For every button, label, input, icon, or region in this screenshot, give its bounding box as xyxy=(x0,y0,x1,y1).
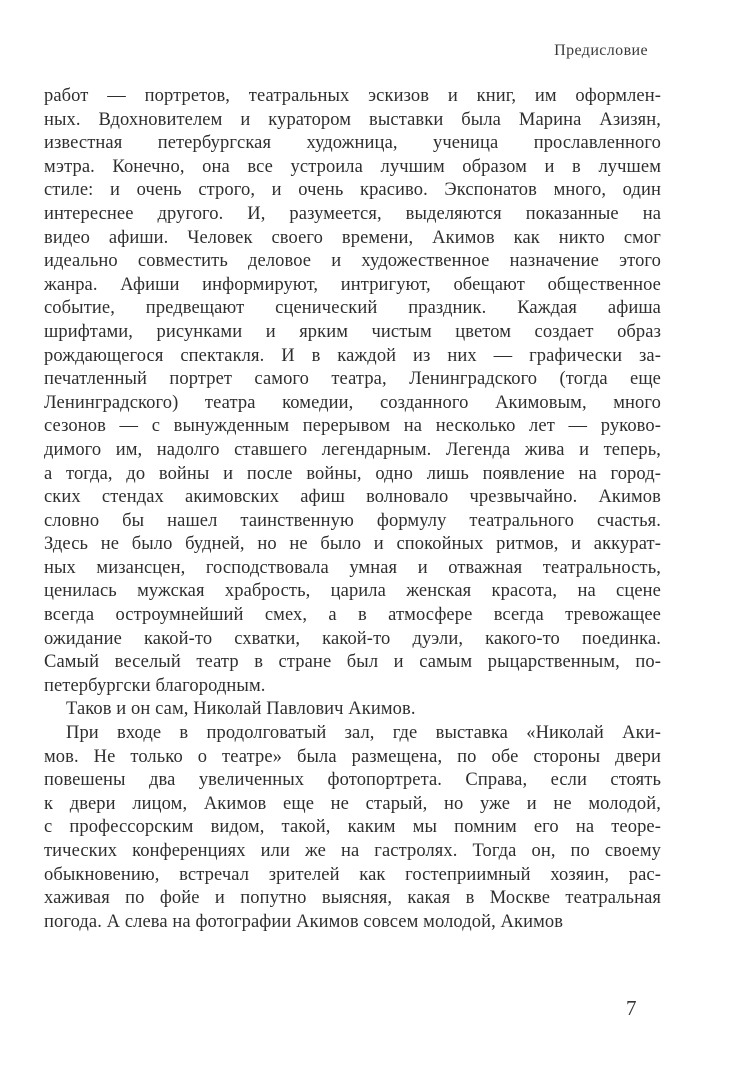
running-header: Предисловие xyxy=(554,42,648,59)
text-line: При входе в продолговатый зал, где выставка «Николай Аки- xyxy=(66,723,661,744)
text-line: Ленинградского) театра комедии, созданного Акимовым, много xyxy=(44,392,661,413)
text-line: с профессорским видом, такой, каким мы помним его на теоре- xyxy=(44,817,661,838)
text-line: ценилась мужская храбрость, царила женская красота, на сцене xyxy=(44,581,661,602)
text-line: жанра. Афиши информируют, интригуют, обещают общественное xyxy=(44,274,661,295)
text-line: стиле: и очень строго, и очень красиво. Экспонатов много, один xyxy=(44,180,661,201)
text-line: печатленный портрет самого театра, Ленинградского (тогда еще xyxy=(44,369,661,390)
page-number: 7 xyxy=(626,996,637,1020)
text-line: тических конференциях или же на гастролях. Тогда он, по своему xyxy=(44,841,661,861)
text-line: мов. Не только о театре» была размещена, по обе стороны двери xyxy=(44,746,661,767)
text-line: работ — портретов, театральных эскизов и книг, им оформлен- xyxy=(44,86,661,106)
text-line: ных мизансцен, господствовала умная и отважная театральность, xyxy=(44,557,661,578)
text-line: ных. Вдохновителем и куратором выставки была Марина Азизян, xyxy=(44,109,661,130)
text-line: известная петербургская художница, ученица прославленного xyxy=(44,133,661,154)
text-line: событие, предвещают сценический праздник. Каждая афиша xyxy=(44,298,661,319)
text-line: интереснее другого. И, разумеется, выделяются показанные на xyxy=(44,203,661,224)
text-line: а тогда, до войны и после войны, одно лишь появление на город- xyxy=(44,463,661,484)
text-line: димого им, надолго ставшего легендарным. Легенда жива и теперь, xyxy=(44,439,661,460)
text-line: повешены два увеличенных фотопортрета. Справа, если стоять xyxy=(44,770,661,791)
text-line: сезонов — с вынужденным перерывом на несколько лет — руково- xyxy=(44,416,661,437)
text-line: рождающегося спектакля. И в каждой из них — графически за- xyxy=(44,345,661,366)
text-line: Самый веселый театр в стране был и самым рыцарственным, по- xyxy=(44,652,661,673)
body-text xyxy=(44,85,661,934)
text-line: петербургски благородным. xyxy=(44,675,266,696)
text-line: Таков и он сам, Николай Павлович Акимов. xyxy=(66,699,416,720)
text-line: всегда остроумнейший смех, а в атмосфере всегда тревожащее xyxy=(44,605,661,626)
text-line: видео афиши. Человек своего времени, Акимов как никто смог xyxy=(44,227,661,248)
text-line: мэтра. Конечно, она все устроила лучшим образом и в лучшем xyxy=(44,156,661,177)
text-line: ожидание какой-то схватки, какой-то дуэли, какого-то поединка. xyxy=(44,628,661,649)
text-line: обыкновению, встречал зрителей как гостеприимный хозяин, рас- xyxy=(44,864,661,885)
text-line: погода. А слева на фотографии Акимов совсем молодой, Акимов xyxy=(44,911,564,932)
text-line: словно бы нашел таинственную формулу театрального счастья. xyxy=(44,510,661,531)
text-line: ских стендах акимовских афиш волновало чрезвычайно. Акимов xyxy=(44,487,661,508)
text-line: к двери лицом, Акимов еще не старый, но уже и не молодой, xyxy=(44,793,661,814)
text-line: идеально совместить деловое и художественное назначение этого xyxy=(44,251,661,272)
text-line: Здесь не было будней, но не было и спокойных ритмов, и аккурат- xyxy=(44,534,661,555)
text-line: хаживая по фойе и попутно выясняя, какая в Москве театральная xyxy=(44,888,661,909)
text-line: шрифтами, рисунками и ярким чистым цветом создает образ xyxy=(44,321,661,342)
